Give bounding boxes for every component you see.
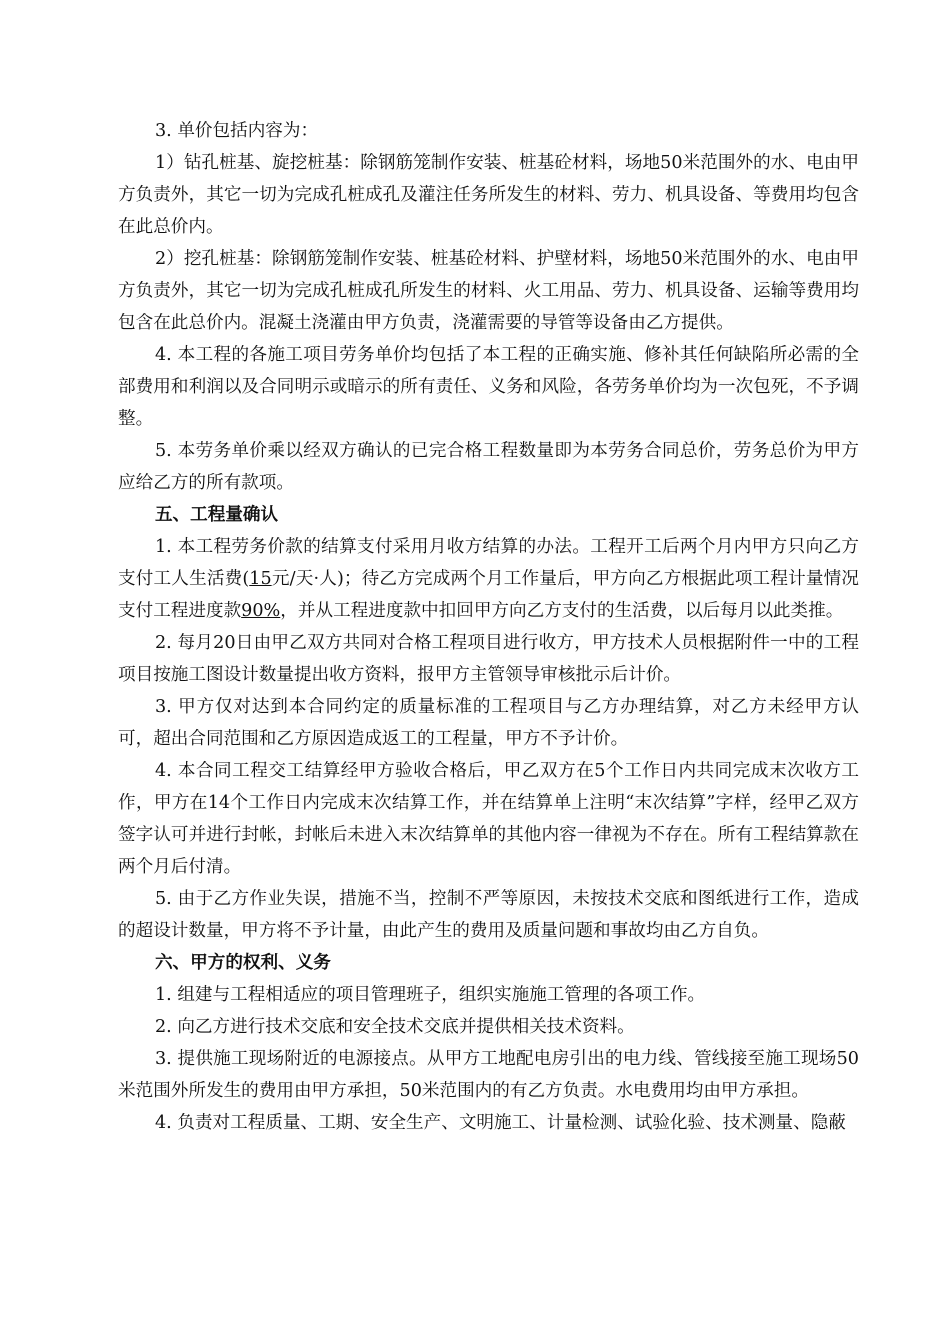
section-heading-party-a-rights: 六、甲方的权利、义务	[154, 953, 331, 973]
living-fee-value: 15	[249, 569, 272, 589]
settlement-text-1: 1. 本工程劳务价款的结算支付采用月收方结算的办法。工程开工后两个月内甲方只向乙方支付工人生活费(	[118, 537, 859, 589]
paragraph-excess-quantity: 5. 由于乙方作业失误，措施不当，控制不严等原因，未按技术交底和图纸进行工作，造成的超设计数量，甲方将不予计量，由此产生的费用及质量问题和事故均由乙方自负。	[118, 889, 859, 941]
document-page	[118, 115, 859, 1139]
section-heading-quantity-confirmation: 五、工程量确认	[154, 505, 279, 525]
paragraph-qualified-settlement: 3. 甲方仅对达到本合同约定的质量标准的工程项目与乙方办理结算，对乙方未经甲方认可，超出合同范围和乙方原因造成返工的工程量，甲方不予计价。	[118, 697, 859, 749]
paragraph-unit-price-scope: 4. 本工程的各施工项目劳务单价均包括了本工程的正确实施、修补其任何缺陷所必需的全部费用和利润以及合同明示或暗示的所有责任、义务和风险，各劳务单价均为一次包死，不予调整。	[118, 345, 859, 429]
paragraph-unit-price-contents: 3. 单价包括内容为：	[154, 121, 319, 141]
paragraph-drilled-piles: 1）钻孔桩基、旋挖桩基：除钢筋笼制作安装、桩基砼材料，场地50米范围外的水、电由甲方负责外，其它一切为完成孔桩成孔及灌注任务所发生的材料、劳力、机具设备、等费用均包含在此总价内。	[118, 153, 859, 237]
paragraph-technical-briefing: 2. 向乙方进行技术交底和安全技术交底并提供相关技术资料。	[154, 1017, 635, 1037]
paragraph-monthly-measurement: 2. 每月20日由甲乙双方共同对合格工程项目进行收方，甲方技术人员根据附件一中的工程项目按施工图设计数量提出收方资料，报甲方主管领导审核批示后计价。	[118, 633, 859, 685]
paragraph-quality-responsibility: 4. 负责对工程质量、工期、安全生产、文明施工、计量检测、试验化验、技术测量、隐蔽	[154, 1113, 846, 1133]
paragraph-management-team: 1. 组建与工程相适应的项目管理班子，组织实施施工管理的各项工作。	[154, 985, 706, 1005]
settlement-text-2: 元/天·人)；待乙方完成两个月工作量后，甲方向乙方根据此项工程计量情况支付工程进度款	[118, 569, 859, 621]
paragraph-settlement-method	[118, 531, 859, 627]
progress-payment-percent: 90%	[241, 601, 281, 621]
paragraph-power-supply: 3. 提供施工现场附近的电源接点。从甲方工地配电房引出的电力线、管线接至施工现场50米范围外所发生的费用由甲方承担，50米范围内的有乙方负责。水电费用均由甲方承担。	[118, 1049, 859, 1101]
paragraph-final-settlement: 4. 本合同工程交工结算经甲方验收合格后，甲乙双方在5个工作日内共同完成末次收方工作，甲方在14个工作日内完成末次结算工作，并在结算单上注明“末次结算”字样，经甲乙双方签字认可并进行封帐，封帐后未进入末次结算单的其他内容一律视为不存在。所有工程结算款在两个月后付清。	[118, 761, 859, 877]
paragraph-dug-piles: 2）挖孔桩基：除钢筋笼制作安装、桩基砼材料、护壁材料，场地50米范围外的水、电由甲方负责外，其它一切为完成孔桩成孔所发生的材料、火工用品、劳力、机具设备、运输等费用均包含在此总价内。混凝土浇灌由甲方负责，浇灌需要的导管等设备由乙方提供。	[118, 249, 859, 333]
paragraph-total-price: 5. 本劳务单价乘以经双方确认的已完合格工程数量即为本劳务合同总价，劳务总价为甲方应给乙方的所有款项。	[118, 441, 859, 493]
settlement-text-3: ，并从工程进度款中扣回甲方向乙方支付的生活费，以后每月以此类推。	[280, 601, 844, 621]
